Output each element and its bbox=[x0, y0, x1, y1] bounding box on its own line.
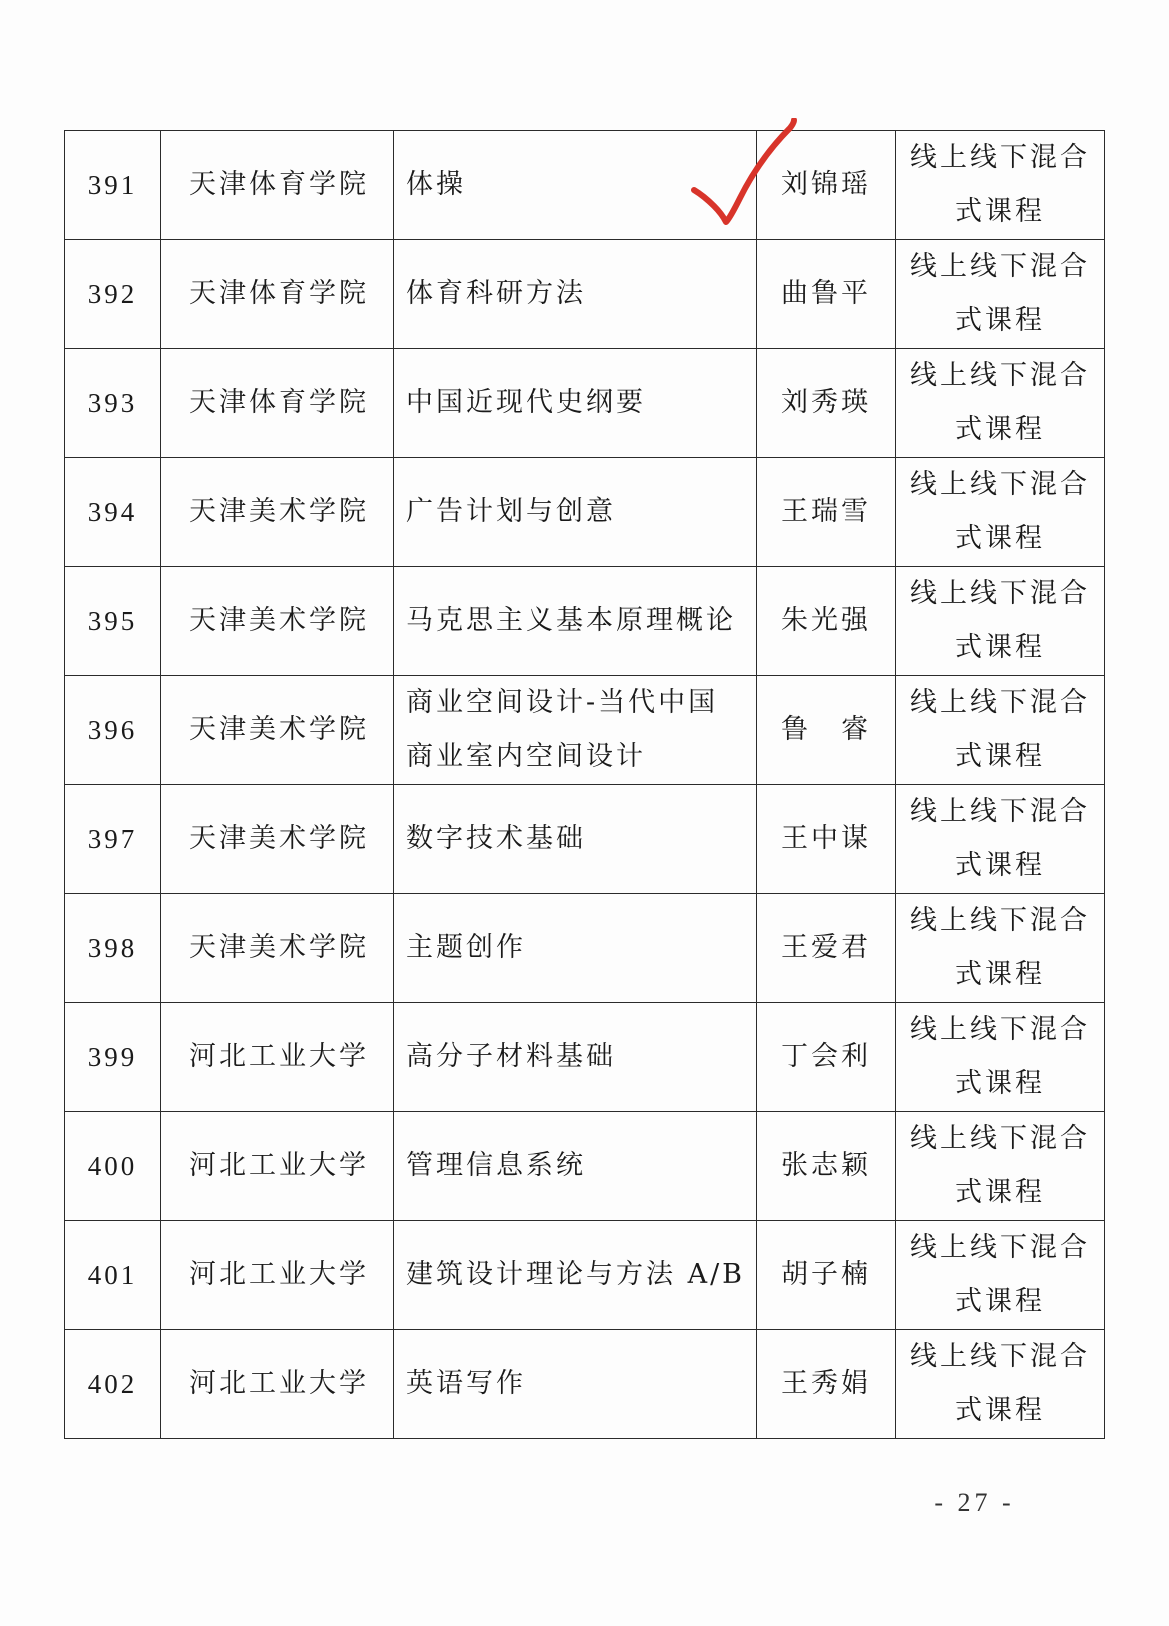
course-type-line1: 线上线下混合 bbox=[910, 142, 1090, 173]
course-type bbox=[896, 1221, 1105, 1330]
course-type-line2: 式课程 bbox=[955, 632, 1045, 663]
row-number: 394 bbox=[65, 458, 161, 567]
school-name: 天津美术学院 bbox=[161, 676, 394, 785]
school-name: 天津美术学院 bbox=[161, 567, 394, 676]
teacher-name: 胡子楠 bbox=[757, 1221, 896, 1330]
course-type-line2: 式课程 bbox=[955, 523, 1045, 554]
row-number: 398 bbox=[65, 894, 161, 1003]
teacher-name: 朱光强 bbox=[757, 567, 896, 676]
table-row bbox=[65, 240, 1105, 349]
course-name: 英语写作 bbox=[394, 1330, 757, 1439]
teacher-name: 王爱君 bbox=[757, 894, 896, 1003]
course-name: 高分子材料基础 bbox=[394, 1003, 757, 1112]
course-type bbox=[896, 131, 1105, 240]
table-row bbox=[65, 349, 1105, 458]
course-type bbox=[896, 785, 1105, 894]
page-number: - 27 - bbox=[934, 1488, 1015, 1517]
course-type bbox=[896, 349, 1105, 458]
school-name: 天津体育学院 bbox=[161, 240, 394, 349]
school-name: 河北工业大学 bbox=[161, 1003, 394, 1112]
course-name: 主题创作 bbox=[394, 894, 757, 1003]
course-type-line2: 式课程 bbox=[955, 1286, 1045, 1317]
row-number: 397 bbox=[65, 785, 161, 894]
course-type-line1: 线上线下混合 bbox=[910, 1341, 1090, 1372]
teacher-name: 刘秀瑛 bbox=[757, 349, 896, 458]
row-number: 393 bbox=[65, 349, 161, 458]
course-type-line2: 式课程 bbox=[955, 850, 1045, 881]
table-row bbox=[65, 1112, 1105, 1221]
course-type-line2: 式课程 bbox=[955, 959, 1045, 990]
school-name: 天津美术学院 bbox=[161, 458, 394, 567]
course-type-line2: 式课程 bbox=[955, 414, 1045, 445]
course-type bbox=[896, 458, 1105, 567]
course-type-line1: 线上线下混合 bbox=[910, 251, 1090, 282]
course-type-line2: 式课程 bbox=[955, 1068, 1045, 1099]
course-type-line1: 线上线下混合 bbox=[910, 360, 1090, 391]
row-number: 400 bbox=[65, 1112, 161, 1221]
row-number: 395 bbox=[65, 567, 161, 676]
course-name: 体育科研方法 bbox=[394, 240, 757, 349]
course-type-line2: 式课程 bbox=[955, 196, 1045, 227]
teacher-name: 王瑞雪 bbox=[757, 458, 896, 567]
course-name: 建筑设计理论与方法 A/B bbox=[394, 1221, 757, 1330]
table-row bbox=[65, 785, 1105, 894]
course-type-line1: 线上线下混合 bbox=[910, 1232, 1090, 1263]
course-type-line1: 线上线下混合 bbox=[910, 578, 1090, 609]
teacher-name: 刘锦瑶 bbox=[757, 131, 896, 240]
row-number: 396 bbox=[65, 676, 161, 785]
school-name: 天津体育学院 bbox=[161, 131, 394, 240]
school-name: 河北工业大学 bbox=[161, 1112, 394, 1221]
course-type bbox=[896, 1003, 1105, 1112]
course-type-line1: 线上线下混合 bbox=[910, 796, 1090, 827]
course-name: 广告计划与创意 bbox=[394, 458, 757, 567]
course-type-line1: 线上线下混合 bbox=[910, 1014, 1090, 1045]
course-name: 管理信息系统 bbox=[394, 1112, 757, 1221]
table-row bbox=[65, 567, 1105, 676]
table-row bbox=[65, 131, 1105, 240]
row-number: 391 bbox=[65, 131, 161, 240]
teacher-name: 丁会利 bbox=[757, 1003, 896, 1112]
table-row bbox=[65, 1221, 1105, 1330]
course-type-line1: 线上线下混合 bbox=[910, 687, 1090, 718]
course-table bbox=[64, 130, 1105, 1439]
course-type-line2: 式课程 bbox=[955, 741, 1045, 772]
teacher-name: 鲁 睿 bbox=[757, 676, 896, 785]
school-name: 天津美术学院 bbox=[161, 894, 394, 1003]
teacher-name: 张志颖 bbox=[757, 1112, 896, 1221]
school-name: 河北工业大学 bbox=[161, 1330, 394, 1439]
school-name: 天津体育学院 bbox=[161, 349, 394, 458]
table-row bbox=[65, 894, 1105, 1003]
row-number: 402 bbox=[65, 1330, 161, 1439]
course-name: 数字技术基础 bbox=[394, 785, 757, 894]
course-type-line2: 式课程 bbox=[955, 305, 1045, 336]
course-type bbox=[896, 567, 1105, 676]
course-type-line1: 线上线下混合 bbox=[910, 469, 1090, 500]
row-number: 399 bbox=[65, 1003, 161, 1112]
course-type bbox=[896, 1330, 1105, 1439]
course-type-line1: 线上线下混合 bbox=[910, 1123, 1090, 1154]
teacher-name: 王秀娟 bbox=[757, 1330, 896, 1439]
course-type-line2: 式课程 bbox=[955, 1177, 1045, 1208]
course-name: 体操 bbox=[394, 131, 757, 240]
course-name: 商业空间设计-当代中国商业室内空间设计 bbox=[394, 676, 757, 785]
course-type bbox=[896, 1112, 1105, 1221]
table-row bbox=[65, 1330, 1105, 1439]
table-row bbox=[65, 676, 1105, 785]
teacher-name: 王中谋 bbox=[757, 785, 896, 894]
course-name: 马克思主义基本原理概论 bbox=[394, 567, 757, 676]
table-row bbox=[65, 1003, 1105, 1112]
row-number: 401 bbox=[65, 1221, 161, 1330]
school-name: 天津美术学院 bbox=[161, 785, 394, 894]
school-name: 河北工业大学 bbox=[161, 1221, 394, 1330]
course-type-line1: 线上线下混合 bbox=[910, 905, 1090, 936]
row-number: 392 bbox=[65, 240, 161, 349]
course-type bbox=[896, 240, 1105, 349]
table-row bbox=[65, 458, 1105, 567]
course-type-line2: 式课程 bbox=[955, 1395, 1045, 1426]
course-type bbox=[896, 894, 1105, 1003]
teacher-name: 曲鲁平 bbox=[757, 240, 896, 349]
course-type bbox=[896, 676, 1105, 785]
course-name: 中国近现代史纲要 bbox=[394, 349, 757, 458]
